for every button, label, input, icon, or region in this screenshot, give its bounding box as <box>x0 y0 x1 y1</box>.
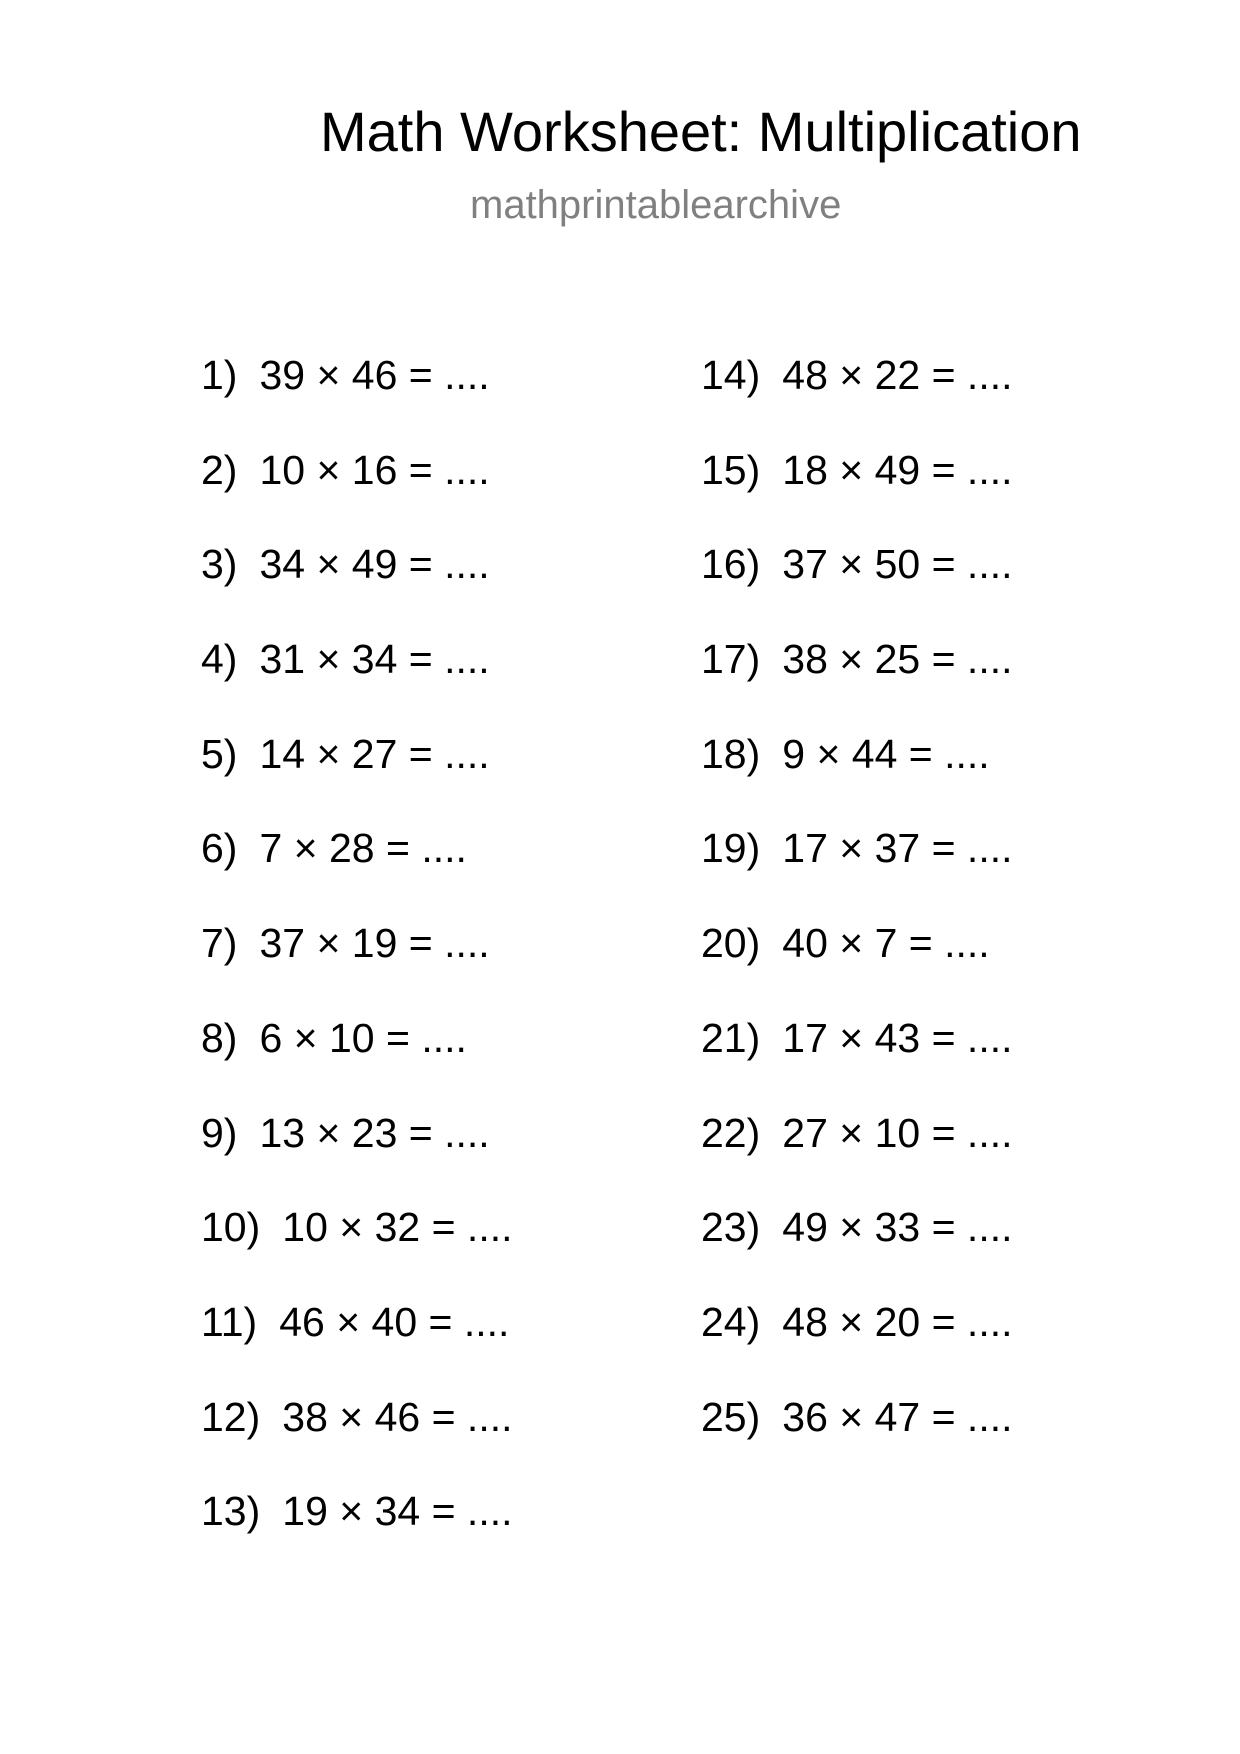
problem-item <box>201 918 513 1013</box>
problem-number: 10) <box>201 1204 261 1251</box>
problem-item <box>701 350 1013 445</box>
problem-item <box>701 1202 1013 1297</box>
problem-expression: 34 × 49 = .... <box>259 541 490 588</box>
problem-expression: 40 × 7 = .... <box>782 920 990 967</box>
problem-expression: 37 × 19 = .... <box>259 920 490 967</box>
problem-item <box>201 1013 513 1108</box>
problem-expression: 17 × 37 = .... <box>782 825 1013 872</box>
problem-expression: 7 × 28 = .... <box>259 825 467 872</box>
problem-number: 5) <box>201 730 238 777</box>
problem-item <box>201 350 513 445</box>
problem-item <box>701 634 1013 729</box>
problem-expression: 49 × 33 = .... <box>782 1204 1013 1251</box>
problem-item <box>201 539 513 634</box>
problem-item <box>701 1297 1013 1392</box>
problem-expression: 31 × 34 = .... <box>259 636 490 683</box>
problem-number: 11) <box>201 1298 258 1345</box>
problem-item <box>701 1013 1013 1108</box>
problem-number: 7) <box>201 920 238 967</box>
problem-item <box>201 1202 513 1297</box>
problem-number: 20) <box>701 920 761 967</box>
problem-expression: 6 × 10 = .... <box>259 1014 467 1061</box>
problem-expression: 10 × 16 = .... <box>259 446 490 493</box>
problem-expression: 39 × 46 = .... <box>259 352 490 398</box>
problem-item <box>701 918 1013 1013</box>
problem-number: 23) <box>701 1204 761 1251</box>
problem-expression: 10 × 32 = .... <box>282 1204 513 1251</box>
problem-number: 16) <box>701 541 761 588</box>
problem-expression: 38 × 25 = .... <box>782 636 1013 683</box>
problem-number: 8) <box>201 1014 238 1061</box>
problem-expression: 9 × 44 = .... <box>782 730 990 777</box>
problem-item <box>701 729 1013 824</box>
problem-expression: 18 × 49 = .... <box>782 446 1013 493</box>
problem-column-right <box>701 350 1013 1486</box>
problem-item <box>201 634 513 729</box>
problem-number: 1) <box>201 352 238 398</box>
problem-number: 13) <box>201 1488 261 1535</box>
problem-expression: 38 × 46 = .... <box>282 1393 513 1440</box>
problem-number: 22) <box>701 1109 761 1156</box>
problem-number: 2) <box>201 446 238 493</box>
problem-expression: 48 × 22 = .... <box>782 352 1013 398</box>
problem-item <box>701 1108 1013 1203</box>
problem-expression: 13 × 23 = .... <box>259 1109 490 1156</box>
problem-expression: 37 × 50 = .... <box>782 541 1013 588</box>
problem-item <box>201 1297 513 1392</box>
problem-item <box>201 445 513 540</box>
problem-expression: 46 × 40 = .... <box>279 1298 510 1345</box>
problem-number: 17) <box>701 636 761 683</box>
problem-item <box>701 445 1013 540</box>
problem-expression: 36 × 47 = .... <box>782 1393 1013 1440</box>
problem-number: 4) <box>201 636 238 683</box>
problem-expression: 14 × 27 = .... <box>259 730 490 777</box>
worksheet-subtitle: mathprintablearchive <box>470 183 842 227</box>
problem-item <box>701 823 1013 918</box>
problem-item <box>201 823 513 918</box>
problem-item <box>701 539 1013 634</box>
problem-number: 24) <box>701 1298 761 1345</box>
problem-number: 21) <box>701 1014 761 1061</box>
problem-number: 18) <box>701 730 761 777</box>
problem-number: 14) <box>701 352 761 398</box>
problem-number: 12) <box>201 1393 261 1440</box>
problem-expression: 17 × 43 = .... <box>782 1014 1013 1061</box>
problem-item <box>701 1392 1013 1487</box>
problem-expression: 48 × 20 = .... <box>782 1298 1013 1345</box>
problem-expression: 27 × 10 = .... <box>782 1109 1013 1156</box>
problem-column-left <box>201 350 513 1581</box>
problem-number: 9) <box>201 1109 238 1156</box>
problem-item <box>201 1392 513 1487</box>
problem-number: 6) <box>201 825 238 872</box>
problem-number: 15) <box>701 446 761 493</box>
problem-number: 3) <box>201 541 238 588</box>
problem-item <box>201 729 513 824</box>
worksheet-title: Math Worksheet: Multiplication <box>320 100 1082 163</box>
problem-expression: 19 × 34 = .... <box>282 1488 513 1535</box>
problem-number: 19) <box>701 825 761 872</box>
problem-item <box>201 1486 513 1581</box>
problem-number: 25) <box>701 1393 761 1440</box>
problem-item <box>201 1108 513 1203</box>
